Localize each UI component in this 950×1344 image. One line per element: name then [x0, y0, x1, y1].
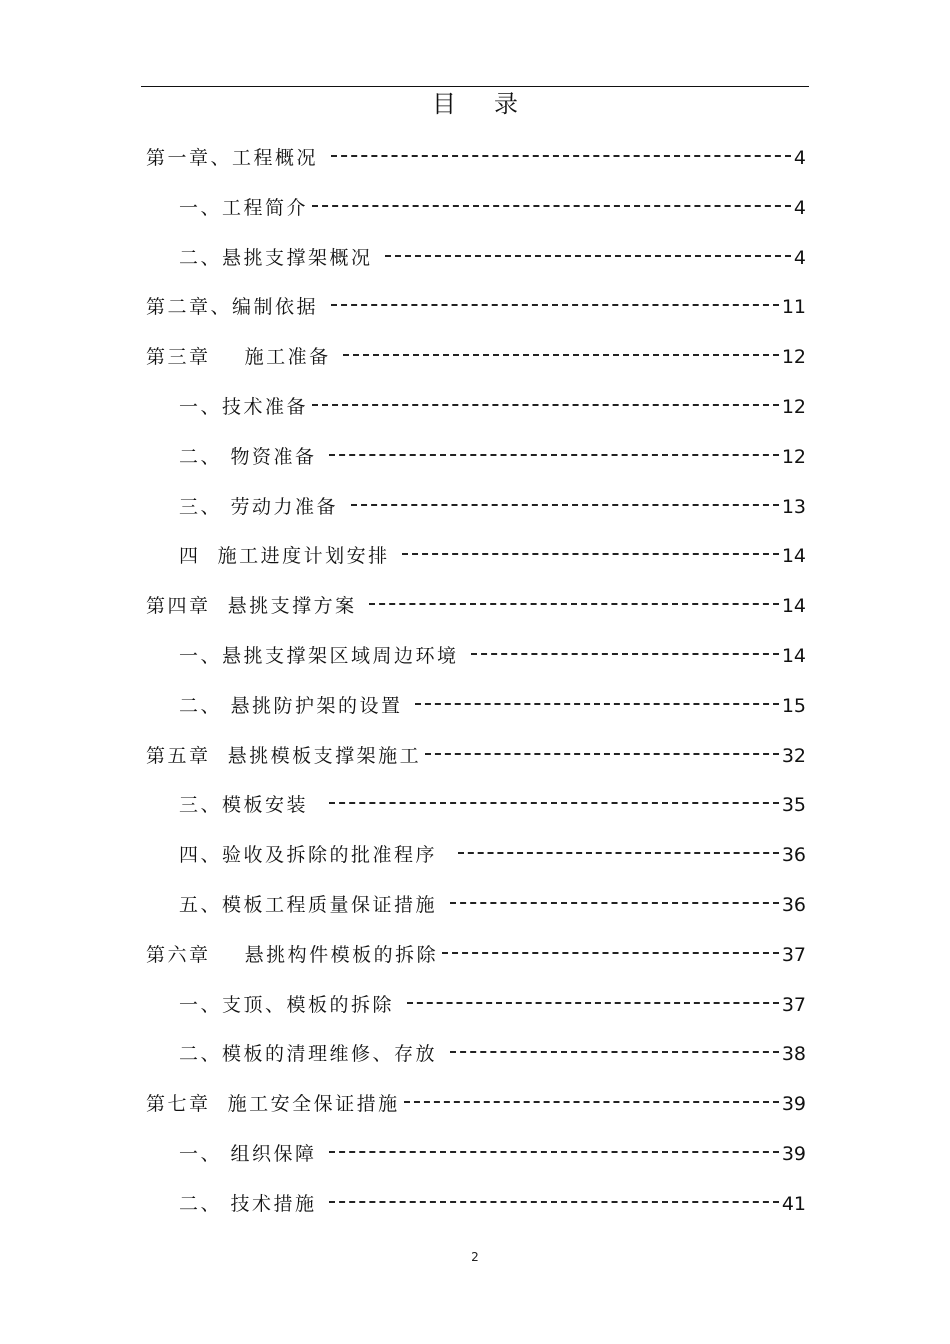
toc-dot-leader [343, 354, 779, 356]
toc-entry-label: 第一章、工程概况 [146, 147, 327, 169]
toc-entry-label: 五、模板工程质量保证措施 [179, 893, 446, 916]
toc-dot-leader [458, 852, 779, 854]
toc-entry-label: 第二章、编制依据 [146, 296, 327, 319]
toc-section-entry[interactable] [146, 490, 806, 540]
toc-dot-leader [331, 304, 779, 306]
toc-entry-label: 四、验收及拆除的批准程序 [179, 844, 455, 867]
toc-section-entry[interactable] [146, 988, 806, 1038]
toc-dot-leader [329, 454, 779, 456]
toc-entry-page: 36 [781, 893, 806, 916]
toc-dot-leader [450, 1051, 779, 1053]
toc-entry-page: 14 [781, 644, 806, 667]
toc-entry-label: 第三章 施工准备 [146, 346, 340, 369]
toc-dot-leader [369, 603, 779, 605]
toc-section-entry[interactable] [146, 191, 806, 241]
toc-entry-page: 12 [781, 395, 806, 418]
toc-entry-page: 41 [781, 1192, 806, 1215]
toc-dot-leader [312, 404, 779, 406]
page-number: 2 [471, 1250, 479, 1264]
toc-chapter-entry[interactable] [146, 589, 806, 639]
toc-entry-page: 4 [793, 196, 806, 219]
toc-entry-page: 15 [781, 694, 806, 717]
toc-entry-page: 12 [781, 445, 806, 468]
toc-entry-label: 二、模板的清理维修、存放 [179, 1043, 446, 1066]
toc-dot-leader [450, 902, 779, 904]
toc-entry-label: 第五章 悬挑模板支撑架施工 [146, 744, 422, 767]
toc-entry-label: 三、 劳动力准备 [179, 495, 347, 518]
page-title: 目录 [432, 90, 556, 118]
toc-dot-leader [351, 504, 779, 506]
toc-dot-leader [471, 653, 779, 655]
toc-entry-label: 第六章 悬挑构件模板的拆除 [146, 943, 439, 966]
toc-entry-label: 三、模板安装 [179, 794, 326, 817]
toc-entry-label: 一、支顶、模板的拆除 [179, 993, 403, 1016]
toc-chapter-entry[interactable] [146, 1087, 806, 1137]
toc-chapter-entry[interactable] [146, 290, 806, 340]
toc-chapter-entry[interactable] [146, 938, 806, 988]
toc-entry-page: 13 [781, 495, 806, 518]
toc-section-entry[interactable] [146, 390, 806, 440]
toc-entry-page: 32 [781, 744, 806, 767]
toc-section-entry[interactable] [146, 440, 806, 490]
toc-entry-label: 四 施工进度计划安排 [179, 545, 399, 568]
toc-entry-label: 第四章 悬挑支撑方案 [146, 595, 366, 618]
toc-dot-leader [331, 155, 791, 157]
toc-section-entry[interactable] [146, 788, 806, 838]
toc-section-entry[interactable] [146, 1137, 806, 1187]
toc-section-entry[interactable] [146, 888, 806, 938]
toc-entry-page: 37 [781, 943, 806, 966]
toc-dot-leader [425, 753, 779, 755]
toc-dot-leader [312, 205, 791, 207]
toc-chapter-entry[interactable] [146, 739, 806, 789]
toc-chapter-entry[interactable] [146, 340, 806, 390]
toc-section-entry[interactable] [146, 689, 806, 739]
toc-entry-page: 39 [781, 1093, 806, 1116]
toc-entry-label: 二、 技术措施 [179, 1192, 326, 1215]
toc-section-entry[interactable] [146, 539, 806, 589]
toc-dot-leader [442, 952, 779, 954]
toc-section-entry[interactable] [146, 838, 806, 888]
toc-entry-page: 11 [781, 296, 806, 319]
toc-entry-page: 12 [781, 346, 806, 369]
toc-entry-label: 第七章 施工安全保证措施 [146, 1093, 400, 1116]
toc-entry-page: 4 [793, 246, 806, 269]
toc-section-entry[interactable] [146, 241, 806, 291]
toc-section-entry[interactable] [146, 1037, 806, 1087]
toc-entry-label: 一、悬挑支撑架区域周边环境 [179, 644, 468, 667]
toc-entry-page: 14 [781, 545, 806, 568]
toc-section-entry[interactable] [146, 1187, 806, 1237]
toc-entry-page: 36 [781, 844, 806, 867]
toc-section-entry[interactable] [146, 639, 806, 689]
toc-dot-leader [402, 553, 779, 555]
toc-entry-page: 37 [781, 993, 806, 1016]
table-of-contents [146, 141, 806, 1237]
toc-entry-label: 二、悬挑支撑架概况 [179, 246, 382, 269]
toc-entry-page: 4 [793, 147, 806, 169]
toc-entry-page: 38 [781, 1043, 806, 1066]
toc-dot-leader [385, 255, 791, 257]
toc-dot-leader [407, 1002, 779, 1004]
toc-entry-label: 一、工程简介 [179, 196, 309, 219]
toc-entry-page: 14 [781, 595, 806, 618]
toc-dot-leader [415, 703, 779, 705]
toc-entry-page: 35 [781, 794, 806, 817]
toc-entry-label: 二、 物资准备 [179, 445, 326, 468]
toc-dot-leader [329, 802, 779, 804]
toc-dot-leader [329, 1201, 779, 1203]
toc-dot-leader [404, 1101, 779, 1103]
toc-entry-label: 一、 组织保障 [179, 1142, 326, 1165]
toc-entry-page: 39 [781, 1142, 806, 1165]
toc-entry-label: 二、 悬挑防护架的设置 [179, 694, 412, 717]
toc-chapter-entry[interactable] [146, 141, 806, 191]
toc-entry-label: 一、技术准备 [179, 395, 309, 418]
toc-dot-leader [329, 1151, 779, 1153]
